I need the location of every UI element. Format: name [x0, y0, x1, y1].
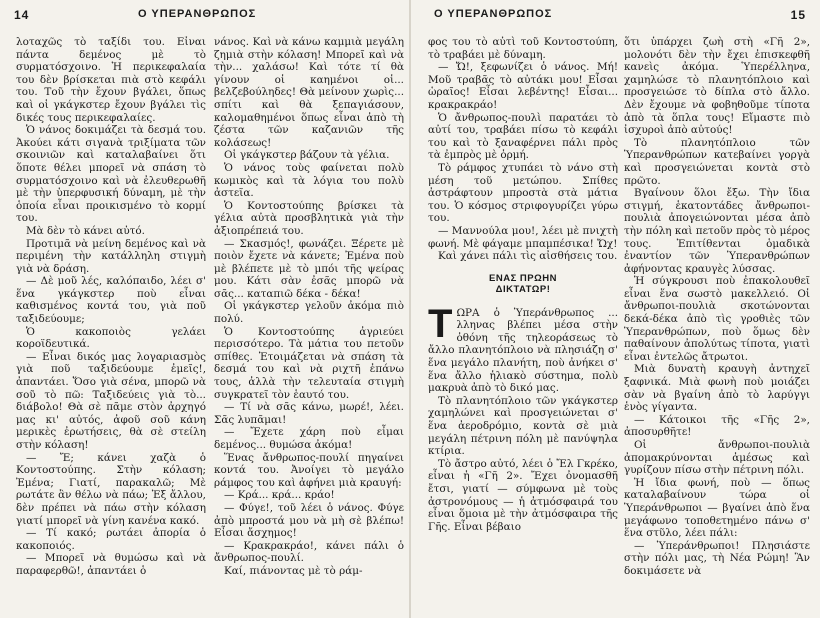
paragraph: Τὸ πλανητόπλοιο τῶν Ὑπερανθρώπων κατεβαίνει γοργὰ καὶ προσγειώνεται κοντὰ στὸ πρῶτο. [624, 136, 810, 187]
paragraph: Καί, πιάνοντας μὲ τὸ ράμ- [224, 564, 363, 577]
paragraph: — Τί νὰ σᾶς κάνω, μωρέ!, λέει. Σᾶς λυπᾶμαι! [214, 401, 404, 426]
paragraph: — Κάτοικοι τῆς «Γῆς 2», ἀποσυρθῆτε! [624, 413, 810, 439]
column-4 [624, 36, 810, 614]
paragraph: Βγαίνουν ὅλοι ἔξω. Τὴν ἴδια στιγμή, ἑκατοντάδες ἄνθρωποι-πουλιὰ ἀπογειώνονται μέσα ἀπὸ τὴν πόλη καὶ πετοῦν πρὸς τὸ μέρος τους. Ἐπιτίθενται ὁμαδικὰ ἐναντίον τῶν Ὑπερανθρώπων ἀφήνοντας κραυγὲς λύσσας. [624, 187, 810, 275]
paragraph: Οἱ ἄνθρωποι-πουλιὰ ἀπομακρύνονται ἀμέσως καὶ γυρίζουν πίσω στὴν πέτρινη πόλι. [624, 439, 810, 477]
subheading-line: ΕΝΑΣ ΠΡΩΗΝ [489, 272, 557, 284]
paragraph: ΩΡΑ ὁ Ὑπεράνθρωπος ... λληνας βλέπει μέσα στὴν ὀθόνη τῆς τηλεοράσεως τὸ ἄλλο πλανητόπλοιο νὰ πλησιάζη σ' ἕνα μεγάλο πλανήτη, ποὺ ἀνήκει σ' ἕνα ἄλλο ἡλιακὸ σύστημα, πολὺ μακρυὰ ἀπὸ τὸ δικό μας. [428, 306, 618, 395]
paragraph: Μὰ δὲν τὸ κάνει αὐτό. [26, 224, 145, 237]
paragraph: ὅτι ὑπάρχει ζωὴ στὴ «Γῆ 2», μολονότι δὲν τὴν ἔχει ἐπισκεφθῆ κανεὶς ἀκόμα. Ὑπερέλληνα, χαμηλώσε τὸ πλανητόπλοιο καὶ προσγειώσε τὸ δίπλα στὸ ἄλλο. Δὲν ἔχουμε νὰ φοβηθοῦμε τίποτα ἀπὸ τὰ ὅπλα τους! Εἴμαστε πιὸ ἰσχυροὶ ἀπὸ αὐτούς! [624, 36, 810, 137]
paragraph: Ὁ νάνος δοκιμάζει τὰ δεσμά του. Ἀκούει κάτι σιγανὰ τριξίματα τῶν σκοινιῶν καὶ καταλαβαίνει ὅτι ὅποτε θέλει μπορεῖ νὰ σπάση τὸ συρματόσχοινο καὶ νὰ ἐλευθερωθῆ μὲ τὴν ὑπερφυσική δύναμη, μὲ τὴν ὁποία εἶναι προικισμένο τὸ κορμί του. [16, 124, 206, 225]
paragraph: Προτιμᾶ νὰ μείνη δεμένος καὶ νὰ περιμένη τὴν κατάλληλη στιγμὴ γιὰ νὰ δράση. [16, 237, 206, 275]
paragraph: Ἡ σύγκρουσι ποὺ ἐπακολουθεῖ εἶναι ἕνα σωστὸ μακελλειό. Οἱ ἄνθρωποι-πουλιὰ σκοτώνονται δεκά-δέκα ἀπὸ τὶς γροθιὲς τῶν Ὑπερανθρώπων, ποὺ ὅμως δὲν παθαίνουν ἀπολύτως τίποτα, γιατὶ εἶναι ἐντελῶς ἄτρωτοι. [624, 275, 810, 363]
section-subheading [428, 273, 618, 295]
paragraph: λοταχῶς τὸ ταξίδι του. Εἶναι πάντα δεμένος μὲ τὸ συρματόσχοινο. Ἡ περικεφαλαία του δὲν βρίσκεται πιὰ στὸ κεφάλι του. Τοῦ τὴν ἔχουν βγάλει, ὅπως καὶ οἱ γκάγκστερ ἔχουν βγάλει τὶς δικές τους περικεφαλαίες. [16, 36, 206, 124]
paragraph: — Ἔ; κάνει χαζὰ ὁ Κοντοστούπης. Στὴν κόλαση; Ἐμένα; Γιατί, παρακαλῶ; Μὲ ρωτάτε ἂν θέλω νὰ πάω; Ἐξ ἄλλου, δὲν πρέπει νὰ πάω στὴν κόλαση γιατί μπορεῖ νὰ γίνη κανένα κακό. [16, 451, 206, 527]
paragraph: Ὁ κακοποιὸς γελάει κοροϊδευτικά. [16, 325, 206, 351]
page-number: 14 [14, 8, 30, 22]
page-number: 15 [790, 8, 806, 22]
paragraph: — Κρά... κρά... κράο! [224, 489, 335, 502]
paragraph: — Μπορεῖ νὰ θυμώσω καὶ νὰ παραφερθῶ!, ἀπαντάει ὁ [16, 552, 206, 577]
drop-cap: Τ [428, 301, 453, 346]
paragraph: νάνος. Καὶ νὰ κάνω καμμιὰ μεγάλη ζημιὰ στὴν κόλαση! Μπορεῖ καὶ νὰ τὴν... χαλάσω! Καὶ τότε τί θὰ γίνουν οἱ καημένοι οἱ... βελζεβούληδες! Θὰ μείνουν χωρὶς... σπίτι καὶ θὰ ξεπαγιάσουν, καλομαθημένοι ὅπως εἶναι ἀπὸ τὴ ζέστα τῶν καζανιῶν τῆς κολάσεως! [214, 36, 404, 149]
running-title: Ο ΥΠΕΡΑΝΘΡΩΠΟΣ [138, 8, 257, 20]
paragraph: — Τί κακό; ρωτάει ἀπορία ὁ κακοποιός. [16, 527, 206, 552]
paragraph: — Μαννούλα μου!, λέει μὲ πνιχτὴ φωνή. Μὲ φάγαμε μπαμπέσικα! Ὤχ! [428, 224, 618, 250]
paragraph: — Ὤ!, ξεφωνίζει ὁ νάνος. Μή! Μοῦ τραβᾶς τὸ αὐτάκι μου! Εἶσαι ὡραῖος! Εἶσαι λεβέντης! Εἶσαι... κρακρακράο! [428, 61, 618, 111]
left-header [8, 8, 402, 24]
paragraph: — Κρακρακράο!, κάνει πάλι ὁ ἄνθρωπος-πουλί. [214, 539, 404, 565]
paragraph: Τὸ πλανητόπλοιο τῶν γκάγκστερ χαμηλώνει καὶ προσγειώνεται σ' ἕνα ἀεροδρόμιο, κοντὰ σὲ μιὰ μεγάλη πέτρινη πόλη μὲ πανύψηλα κτίρια. [428, 394, 618, 458]
paragraph: — Ἔχετε χάρη ποὺ εἶμαι δεμένος... θυμώσα ἀκόμα! [214, 426, 404, 451]
paragraph: Μιὰ δυνατὴ κραυγὴ ἀντηχεῖ ξαφνικά. Μιὰ φωνὴ ποὺ μοιάζει σὰν νὰ βγαίνη ἀπὸ τὸ λαρύγγι ἑνὸς γίγαντα. [624, 363, 810, 414]
paragraph: Ὁ νάνος τοὺς φαίνεται πολὺ κωμικὸς καὶ τὰ λόγια του πολὺ ἀστεῖα. [214, 161, 404, 200]
paragraph: — Σκασμός!, φωνάζει. Ξέρετε μὲ ποιὸν ἔχετε νὰ κάνετε; Ἐμένα ποὺ μὲ βλέπετε μὲ τὸ μπόι τῆς ψείρας μου. Κάτι σὰν ἐσᾶς μπορῶ νὰ σᾶς... καταπιῶ δέκα - δέκα! [214, 237, 404, 300]
right-page [410, 0, 820, 618]
subheading-line: ΔΙΚΤΑΤΩΡ! [495, 283, 551, 295]
paragraph: — Φύγε!, τοῦ λέει ὁ νάνος. Φύγε ἀπὸ μπροστά μου νὰ μὴ σὲ βλέπω! Εἶσαι ἄσχημος! [214, 501, 404, 540]
running-title: Ο ΥΠΕΡΑΝΘΡΩΠΟΣ [434, 8, 553, 20]
column-2 [214, 36, 404, 614]
paragraph: Ἕνας ἄνθρωπος-πουλί πηγαίνει κοντά του. Ἀνοίγει τὸ μεγάλο ράμφος του καὶ ἀφήνει μιὰ κραυγή: [214, 451, 404, 489]
paragraph: Ὁ Κοντοστούπης ἀγριεύει περισσότερο. Τὰ μάτια του πετοῦν σπίθες. Ἑτοιμάζεται νὰ σπάση τὰ δεσμά του καὶ νὰ ριχτῆ ἐπάνω τους, ἀλλὰ τὴν τελευταία στιγμὴ συγκρατεῖ τὸν ἑαυτό του. [214, 325, 404, 401]
paragraph: — Δὲ μοῦ λές, καλόπαιδο, λέει σ' ἕνα γκάγκστερ ποὺ εἶναι καθισμένος κοντά του, γιὰ ποῦ ταξιδεύουμε; [16, 275, 206, 326]
paragraph: Ὁ ἄνθρωπος-πουλὶ παρατάει τὸ αὐτί του, τραβάει πίσω τὸ κεφάλι του καὶ τὸ ξαναφέρνει πάλι πρὸς τὰ ἐμπρὸς μὲ ὁρμή. [428, 111, 618, 162]
paragraph: Οἱ γκάγκστερ γελοῦν ἀκόμα πιὸ πολύ. [214, 300, 404, 326]
paragraph: Τὸ ἄστρο αὐτό, λέει ὁ Ἔλ Γκρέκο, εἶναι ἡ «Γῆ 2». Ἔχει ὀνομασθῆ ἔτσι, γιατί — σύμφωνα μὲ τοὺς ἀστρονόμους — ἡ ἀτμόσφαιρά του εἶναι ὅμοια μὲ τὴν ἀτμόσφαιρα τῆς Γῆς. Εἶναι βέβαιο [428, 457, 618, 533]
paragraph: — Εἶναι δικός μας λογαριασμὸς γιὰ ποῦ ταξιδεύουμε ἐμεῖς!, ἀπαντάει. Ὅσο γιὰ σένα, μπορῶ νὰ σοῦ τὸ πῶ: Ταξιδεύεις γιὰ τὸ... διάβολο! Θὰ σὲ πᾶμε στὸν ἀρχηγό μας κι' αὐτός, ἀφοῦ σοῦ κάνη μερικὲς ἐρωτήσεις, θὰ σὲ στείλη στὴν κόλαση! [16, 350, 206, 451]
column-1 [16, 36, 206, 614]
paragraph: φος του τὸ αὐτὶ τοῦ Κοντοστούπη, τὸ τραβάει μὲ δύναμη. [428, 36, 618, 61]
paragraph: Τὸ ράμφος χτυπάει τὸ νάνο στὴ μέση τοῦ μετώπου. Σπίθες ἀστράφτουν μπροστὰ στὰ μάτια του. Ὁ κόσμος στριφογυρίζει γύρω του. [428, 161, 618, 225]
paragraph: Ἡ ἴδια φωνή, ποὺ — ὅπως καταλαβαίνουν τώρα οἱ Ὑπεράνθρωποι — βγαίνει ἀπὸ ἕνα μεγάφωνο τοποθετημένο πάνω σ' ἕνα στῦλο, λέει πάλι: [624, 476, 810, 540]
paragraph: Ὁ Κοντοστούπης βρίσκει τὰ γέλια αὐτὰ προσβλητικὰ γιὰ τὴν ἀξιοπρέπειά του. [214, 199, 404, 237]
right-header [418, 8, 812, 24]
paragraph: Οἱ γκάγκστερ βάζουν τὰ γέλια. [224, 149, 390, 162]
paragraph: — Ὑπεράνθρωποι! Πλησιάστε στὴν πόλι μας, τὴ Νέα Ρώμη! Ἂν δοκιμάσετε νὰ [624, 539, 810, 577]
paragraph: Καὶ χάνει πάλι τὶς αἰσθήσεις του. [438, 250, 618, 263]
column-3 [428, 36, 618, 614]
